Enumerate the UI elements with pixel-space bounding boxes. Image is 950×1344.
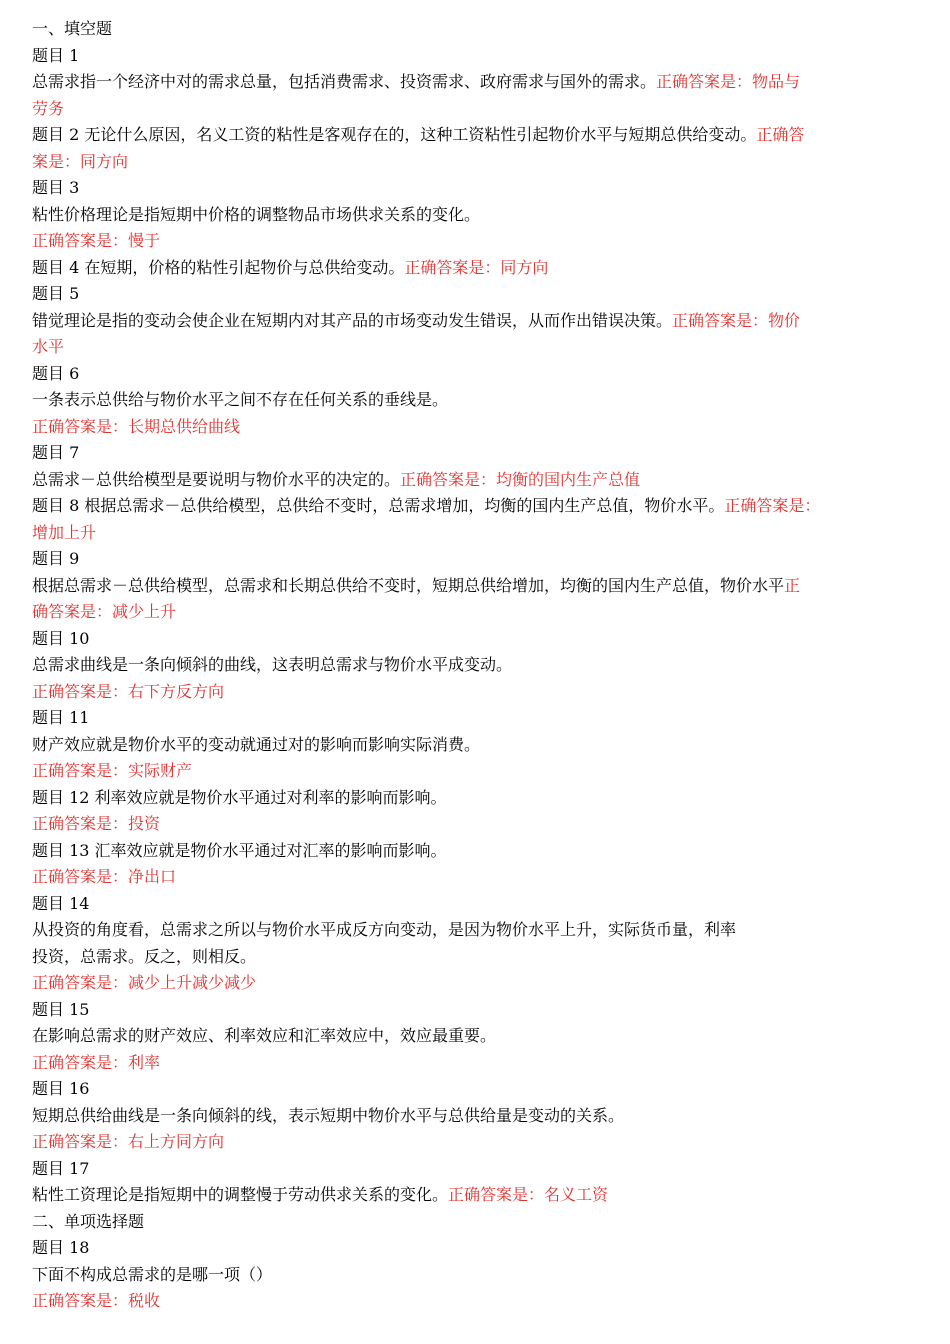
question-text: 题目 2 无论什么原因，名义工资的粘性是客观存在的，这种工资粘性引起物价水平与短期总供给变动。: [32, 125, 757, 144]
text-line: [32, 69, 912, 96]
question-text: 题目 8 根据总需求－总供给模型，总供给不变时，总需求增加，均衡的国内生产总值，物价水平。: [32, 496, 725, 515]
text-line: [32, 705, 912, 732]
text-line: [32, 917, 912, 944]
text-line: [32, 864, 912, 891]
text-line: [32, 970, 912, 997]
question-text: 题目 7: [32, 443, 80, 462]
text-line: [32, 16, 912, 43]
text-line: [32, 811, 912, 838]
answer-text: 正确答案是：长期总供给曲线: [32, 416, 241, 436]
question-text: 粘性价格理论是指短期中价格的调整物品市场供求关系的变化。: [32, 204, 481, 224]
question-text: 一、填空题: [32, 19, 113, 38]
text-line: [32, 944, 912, 971]
text-line: [32, 493, 912, 520]
question-text: 总需求－总供给模型是要说明与物价水平的决定的。: [32, 469, 401, 489]
text-line: [32, 758, 912, 785]
text-line: [32, 1182, 912, 1209]
text-line: [32, 652, 912, 679]
question-text: 题目 15: [32, 999, 90, 1019]
text-line: [32, 891, 912, 918]
text-line: [32, 334, 912, 361]
question-text: 题目 1: [32, 45, 80, 65]
text-line: [32, 626, 912, 653]
answer-text: 确答案是：减少上升: [32, 602, 177, 621]
question-text: 题目 12 利率效应就是物价水平通过对利率的影响而影响。: [32, 787, 447, 807]
answer-text: 正: [784, 575, 801, 595]
text-line: [32, 1103, 912, 1130]
answer-text: 增加上升: [32, 522, 97, 542]
text-line: [32, 1262, 912, 1289]
answer-text: 正确答案是：均衡的国内生产总值: [400, 469, 641, 489]
text-line: [32, 1288, 912, 1315]
question-text: 题目 9: [32, 549, 80, 568]
answer-text: 正确答案是：利率: [32, 1052, 161, 1072]
text-line: [32, 440, 912, 467]
answer-text: 正确答案是：减少上升减少减少: [32, 973, 257, 992]
question-text: 粘性工资理论是指短期中的调整慢于劳动供求关系的变化。: [32, 1185, 449, 1204]
question-text: 错觉理论是指的变动会使企业在短期内对其产品的市场变动发生错误，从而作出错误决策。: [32, 310, 673, 330]
question-text: 总需求指一个经济中对的需求总量，包括消费需求、投资需求、政府需求与国外的需求。: [32, 72, 657, 91]
text-line: [32, 1076, 912, 1103]
answer-text: 正确答案是：右下方反方向: [32, 681, 225, 701]
question-text: 题目 16: [32, 1079, 90, 1098]
answer-text: 水平: [32, 337, 65, 356]
answer-text: 正确答案是：物品与: [656, 72, 801, 91]
question-text: 题目 14: [32, 893, 90, 913]
answer-text: 正确答案是：名义工资: [448, 1185, 609, 1204]
question-text: 短期总供给曲线是一条向倾斜的线，表示短期中物价水平与总供给量是变动的关系。: [32, 1105, 625, 1125]
question-text: 在影响总需求的财产效应、利率效应和汇率效应中，效应最重要。: [32, 1026, 497, 1045]
text-line: [32, 228, 912, 255]
text-line: [32, 1050, 912, 1077]
text-line: [32, 838, 912, 865]
question-text: 题目 18: [32, 1238, 90, 1257]
answer-text: 正确答: [756, 125, 805, 144]
text-line: [32, 679, 912, 706]
text-line: [32, 361, 912, 388]
text-line: [32, 255, 912, 282]
text-line: [32, 308, 912, 335]
answer-text: 正确答案是：税收: [32, 1291, 161, 1310]
text-line: [32, 599, 912, 626]
text-line: [32, 122, 912, 149]
text-line: [32, 546, 912, 573]
text-line: [32, 1209, 912, 1236]
question-text: 财产效应就是物价水平的变动就通过对的影响而影响实际消费。: [32, 734, 481, 754]
text-line: [32, 1156, 912, 1183]
answer-text: 正确答案是：: [724, 496, 821, 515]
text-line: [32, 281, 912, 308]
text-line: [32, 785, 912, 812]
question-text: 根据总需求－总供给模型，总需求和长期总供给不变时，短期总供给增加，均衡的国内生产总值，物价水平: [32, 575, 785, 595]
question-text: 从投资的角度看，总需求之所以与物价水平成反方向变动，是因为物价水平上升，实际货币量，利率: [32, 920, 737, 939]
question-text: 下面不构成总需求的是哪一项（）: [32, 1264, 273, 1284]
answer-text: 正确答案是：投资: [32, 814, 161, 833]
answer-text: 案是：同方向: [32, 151, 129, 171]
text-line: [32, 387, 912, 414]
question-text: 题目 6: [32, 363, 80, 383]
question-text: 投资，总需求。反之，则相反。: [32, 946, 257, 966]
question-text: 题目 17: [32, 1158, 90, 1178]
question-text: 题目 3: [32, 178, 80, 197]
text-line: [32, 149, 912, 176]
text-line: [32, 573, 912, 600]
text-line: [32, 997, 912, 1024]
question-text: 一条表示总供给与物价水平之间不存在任何关系的垂线是。: [32, 390, 449, 409]
question-text: 题目 10: [32, 628, 90, 648]
text-line: [32, 1129, 912, 1156]
answer-text: 正确答案是：净出口: [32, 867, 177, 886]
text-line: [32, 1023, 912, 1050]
question-text: 总需求曲线是一条向倾斜的曲线，这表明总需求与物价水平成变动。: [32, 655, 513, 674]
text-line: [32, 732, 912, 759]
question-text: 题目 5: [32, 284, 80, 303]
question-text: 题目 13 汇率效应就是物价水平通过对汇率的影响而影响。: [32, 840, 447, 860]
answer-text: 正确答案是：同方向: [404, 257, 549, 277]
text-line: [32, 202, 912, 229]
answer-text: 正确答案是：物价: [672, 310, 801, 330]
question-text: 二、单项选择题: [32, 1211, 145, 1231]
text-line: [32, 520, 912, 547]
text-line: [32, 467, 912, 494]
answer-text: 正确答案是：慢于: [32, 231, 161, 250]
text-line: [32, 175, 912, 202]
answer-text: 正确答案是：实际财产: [32, 761, 193, 780]
text-line: [32, 96, 912, 123]
answer-text: 正确答案是：右上方同方向: [32, 1132, 225, 1151]
text-line: [32, 414, 912, 441]
document-body: [32, 16, 912, 1315]
text-line: [32, 1235, 912, 1262]
answer-text: 劳务: [32, 98, 65, 118]
question-text: 题目 11: [32, 708, 90, 727]
text-line: [32, 43, 912, 70]
question-text: 题目 4 在短期，价格的粘性引起物价与总供给变动。: [32, 257, 405, 277]
